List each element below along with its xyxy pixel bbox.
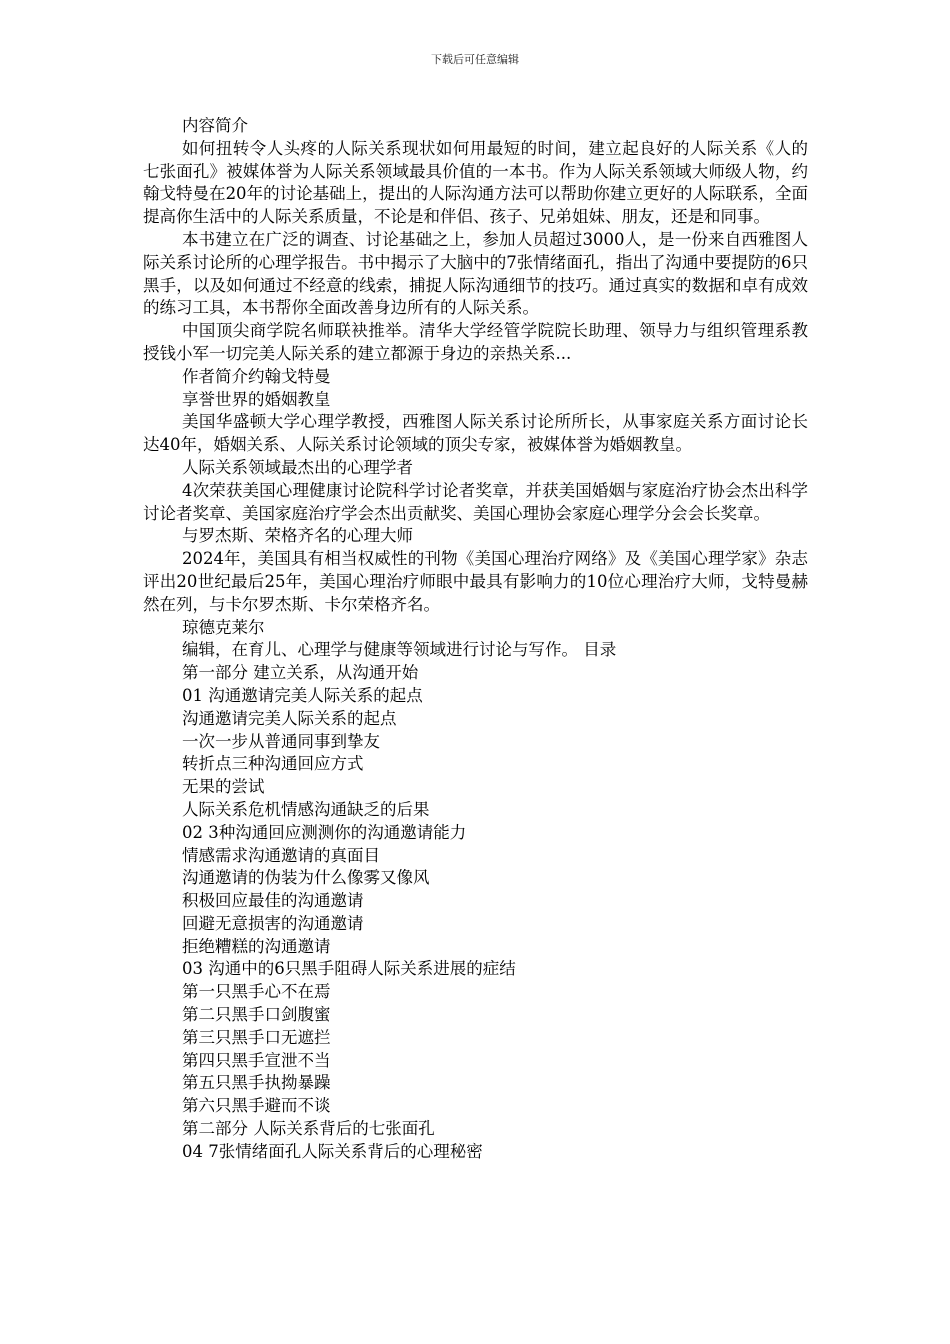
toc-item: 第二只黑手口剑腹蜜 (182, 1005, 331, 1025)
toc-item: 人际关系危机情感沟通缺乏的后果 (182, 799, 430, 819)
research-paragraph: 本书建立在广泛的调查、讨论基础之上，参加人员超过3000人，是一份来自西雅图人际关系讨论所的心理学报告。书中揭示了大脑中的7张情绪面孔，指出了沟通中要提防的6只黑手，以及如何通过不经意的线索，捕捉人际沟通细节的技巧。通过真实的数据和卓有成效的练习工具，本书帮你全面改善身边所有的人际关系。 (143, 229, 808, 318)
toc-item: 第五只黑手执拗暴躁 (182, 1073, 331, 1093)
author-paragraph-1: 美国华盛顿大学心理学教授，西雅图人际关系讨论所所长，从事家庭关系方面讨论长达40年，婚姻关系、人际关系讨论领域的顶尖专家，被媒体誉为婚姻教皇。 (143, 412, 808, 455)
toc-item: 第三只黑手口无遮拦 (182, 1027, 331, 1047)
intro-paragraph: 如何扭转令人头疼的人际关系现状如何用最短的时间，建立起良好的人际关系《人的七张面孔》被媒体誉为人际关系领域最具价值的一本书。作为人际关系领域大师级人物，约翰戈特曼在20年的讨论基础上，提出的人际沟通方法可以帮助你建立更好的人际联系，全面提高你生活中的人际关系质量，不论是和伴侣、孩子、兄弟姐妹、朋友，还是和同事。 (143, 138, 808, 227)
coauthor-name: 琼德克莱尔 (182, 617, 265, 637)
toc-item: 沟通邀请完美人际关系的起点 (182, 708, 397, 728)
coauthor-description: 编辑，在育儿、心理学与健康等领域进行讨论与写作。 目录 (182, 640, 617, 660)
toc-chapter-04: 04 7张情绪面孔人际关系背后的心理秘密 (182, 1141, 483, 1161)
toc-chapter-01: 01 沟通邀请完美人际关系的起点 (182, 685, 423, 705)
toc-item: 第一只黑手心不在焉 (182, 982, 331, 1002)
toc-chapter-03: 03 沟通中的6只黑手阻碍人际关系进展的症结 (182, 959, 516, 979)
toc-item: 回避无意损害的沟通邀请 (182, 913, 364, 933)
toc-part-2: 第二部分 人际关系背后的七张面孔 (182, 1119, 435, 1139)
author-paragraph-2: 4次荣获美国心理健康讨论院科学讨论者奖章，并获美国婚姻与家庭治疗协会杰出科学讨论者奖章、美国家庭治疗学会杰出贡献奖、美国心理协会家庭心理学分会会长奖章。 (143, 480, 808, 523)
toc-item: 一次一步从普通同事到挚友 (182, 731, 380, 751)
toc-part-1: 第一部分 建立关系，从沟通开始 (182, 663, 419, 683)
toc-chapter-02: 02 3种沟通回应测测你的沟通邀请能力 (182, 822, 467, 842)
author-subheading-3: 与罗杰斯、荣格齐名的心理大师 (182, 526, 413, 546)
toc-item: 情感需求沟通邀请的真面目 (182, 845, 380, 865)
author-subheading-1: 享誉世界的婚姻教皇 (182, 389, 331, 409)
recommendation-paragraph: 中国顶尖商学院名师联袂推举。清华大学经管学院院长助理、领导力与组织管理系教授钱小军一切完美人际关系的建立都源于身边的亲热关系... (143, 321, 808, 363)
toc-item: 无果的尝试 (182, 777, 265, 797)
author-subheading-2: 人际关系领域最杰出的心理学者 (182, 457, 413, 477)
section-heading-intro: 内容简介 (182, 116, 248, 135)
toc-item: 第六只黑手避而不谈 (182, 1096, 331, 1116)
toc-item: 第四只黑手宣泄不当 (182, 1050, 331, 1070)
author-heading: 作者简介约翰戈特曼 (182, 366, 331, 386)
page-header: 下载后可任意编辑 (431, 53, 519, 66)
author-paragraph-3: 2024年，美国具有相当权威性的刊物《美国心理治疗网络》及《美国心理学家》杂志评出20世纪最后25年，美国心理治疗师眼中最具有影响力的10位心理治疗大师，戈特曼赫然在列，与卡尔罗杰斯、卡尔荣格齐名。 (143, 549, 808, 614)
toc-item: 拒绝糟糕的沟通邀请 (182, 936, 331, 956)
toc-item: 积极回应最佳的沟通邀请 (182, 891, 364, 911)
toc-item: 转折点三种沟通回应方式 (182, 754, 364, 774)
toc-item: 沟通邀请的伪装为什么像雾又像风 (182, 868, 430, 888)
document-body (143, 115, 808, 1164)
